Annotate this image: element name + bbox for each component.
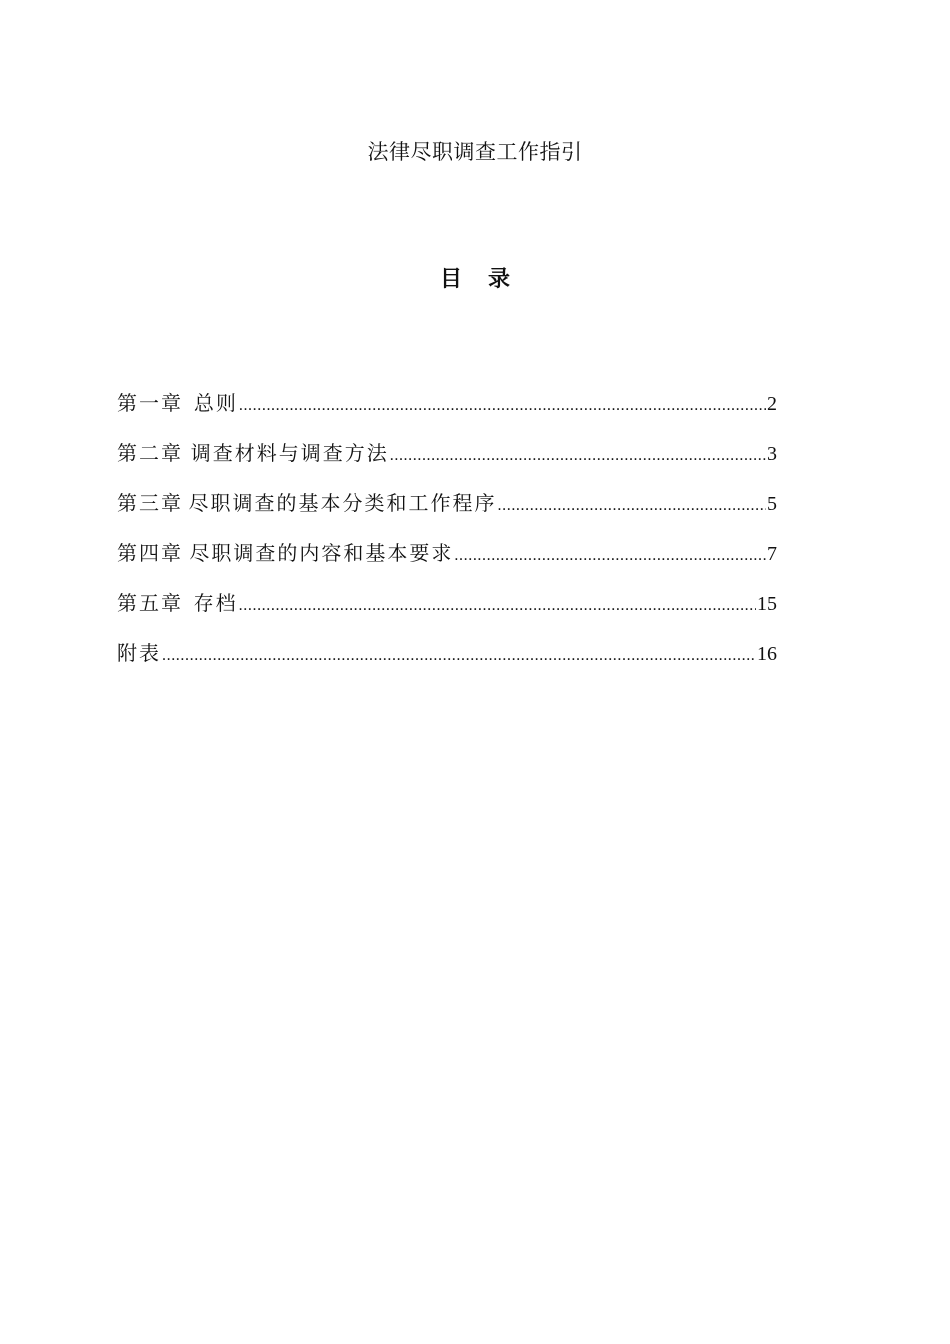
toc-entry-chapter-2[interactable]: [117, 438, 777, 488]
toc-entry-chapter-4[interactable]: [117, 538, 777, 588]
toc-entry-chapter-5[interactable]: [117, 588, 777, 638]
toc-chapter-number: 第一章: [117, 391, 183, 415]
toc-page-number: 3: [767, 443, 777, 465]
toc-chapter-number: 第三章: [117, 491, 183, 515]
toc-heading-char: 录: [488, 267, 511, 292]
toc-dot-leader: [390, 441, 766, 471]
toc-entry-title: 尽职调查的内容和基本要求: [189, 541, 454, 565]
toc-entry-title: 附表: [117, 641, 161, 665]
toc-chapter-number: 第五章: [117, 591, 183, 615]
toc-entry-title: 尽职调查的基本分类和工作程序: [188, 491, 497, 515]
toc-dot-leader: [162, 641, 756, 671]
document-title: 法律尽职调查工作指引: [367, 140, 583, 164]
toc-entry-chapter-3[interactable]: [117, 488, 777, 538]
toc-page-number: 7: [767, 543, 777, 565]
table-of-contents: [117, 388, 777, 688]
toc-chapter-number: 第二章: [117, 441, 183, 465]
toc-dot-leader: [454, 541, 766, 571]
toc-entry-appendix[interactable]: [117, 638, 777, 688]
toc-heading-char: 目: [439, 267, 462, 292]
toc-dot-leader: [239, 391, 766, 421]
toc-page-number: 16: [757, 643, 777, 665]
toc-page-number: 5: [767, 493, 777, 515]
toc-entry-title: 存档: [193, 591, 238, 615]
toc-heading: [0, 262, 950, 293]
toc-entry-title: 调查材料与调查方法: [190, 441, 389, 465]
toc-chapter-number: 第四章: [117, 541, 183, 565]
toc-page-number: 15: [757, 593, 777, 615]
toc-page-number: 2: [767, 393, 777, 415]
toc-dot-leader: [239, 591, 756, 621]
toc-entry-chapter-1[interactable]: [117, 388, 777, 438]
toc-dot-leader: [498, 491, 766, 521]
toc-entry-title: 总则: [193, 391, 238, 415]
